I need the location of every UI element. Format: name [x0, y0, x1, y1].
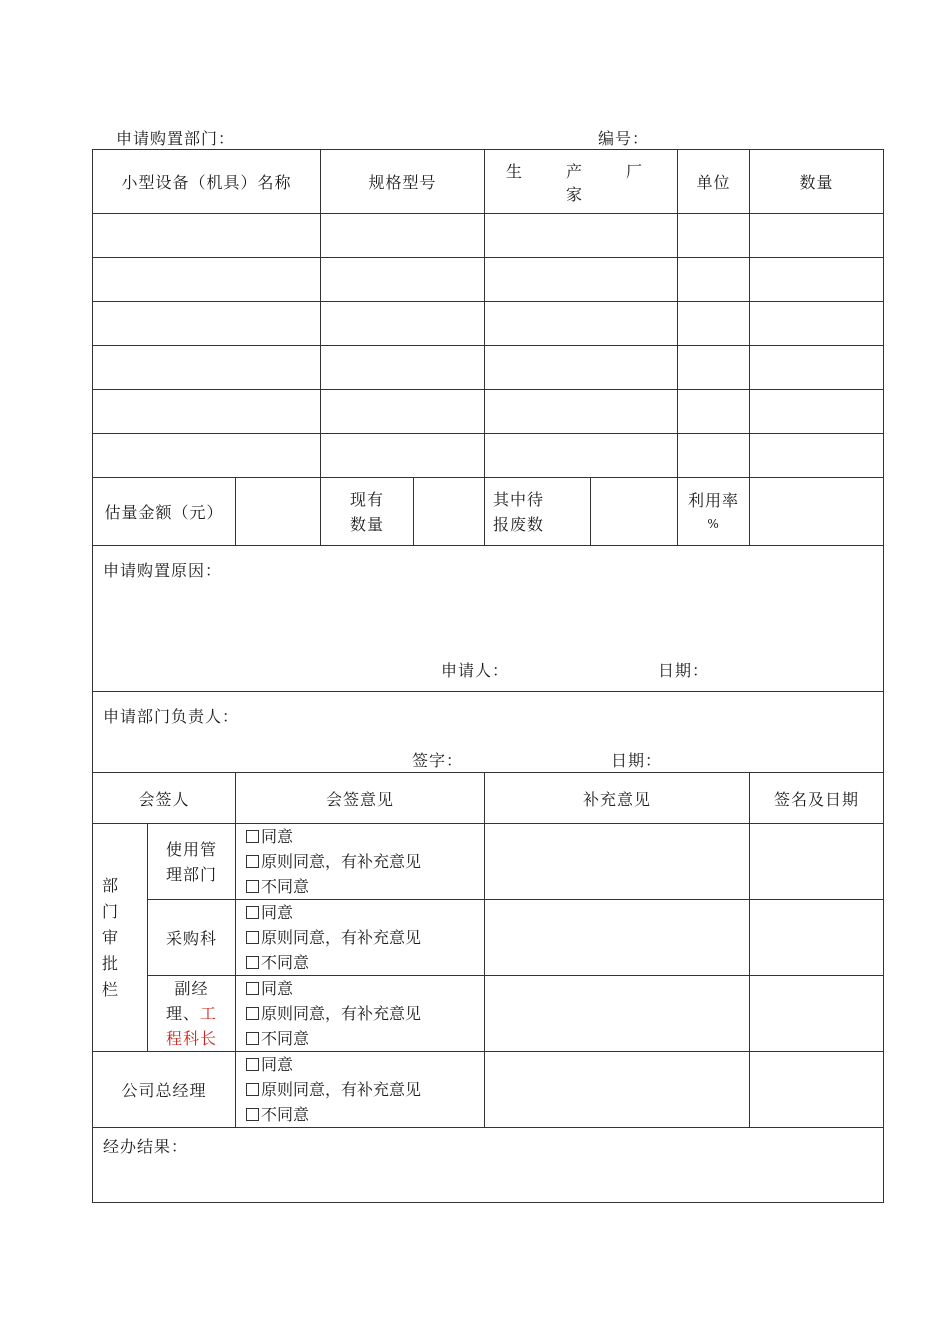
scrap-label-line-2: 报废数	[493, 514, 545, 534]
signer-purchasing: 采购科	[148, 900, 236, 976]
option-label: 同意	[261, 979, 294, 998]
opinion-options	[236, 976, 485, 1052]
col-header-model: 规格型号	[321, 150, 485, 214]
equipment-header-row	[93, 150, 884, 214]
quantity-cell[interactable]	[750, 434, 884, 478]
reason-field[interactable]	[93, 546, 884, 692]
signer-deputy-engineering	[148, 976, 236, 1052]
option-agree-with-comments[interactable]	[246, 925, 484, 950]
opinion-options	[236, 1052, 485, 1128]
option-label: 不同意	[261, 1105, 310, 1124]
option-agree[interactable]	[246, 976, 484, 1001]
unit-cell[interactable]	[678, 214, 750, 258]
name-cell[interactable]	[93, 346, 321, 390]
table-row	[93, 214, 884, 258]
checkbox-icon[interactable]	[246, 906, 259, 919]
existing-label-line-1: 现有	[350, 489, 385, 509]
utilization-cell[interactable]	[750, 478, 884, 546]
option-disagree[interactable]	[246, 1026, 484, 1051]
signer-usage-dept	[148, 824, 236, 900]
signer-general-manager: 公司总经理	[93, 1052, 236, 1128]
percent-sign: %	[707, 516, 720, 531]
countersign-header-row	[93, 773, 884, 824]
option-label: 同意	[261, 903, 294, 922]
countersigner-header: 会签人	[93, 773, 236, 824]
opinion-options	[236, 824, 485, 900]
option-agree[interactable]	[246, 1052, 484, 1077]
checkbox-icon[interactable]	[246, 931, 259, 944]
dept-head-date-label: 日期：	[611, 751, 663, 770]
option-agree-with-comments[interactable]	[246, 1077, 484, 1102]
unit-cell[interactable]	[678, 390, 750, 434]
manufacturer-cell[interactable]	[485, 302, 678, 346]
approval-row-deputy-manager	[93, 976, 884, 1052]
option-label: 不同意	[261, 953, 310, 972]
dept-head-row	[93, 692, 884, 773]
checkbox-icon[interactable]	[246, 956, 259, 969]
signature-date-cell[interactable]	[750, 1052, 884, 1128]
manufacturer-cell[interactable]	[485, 258, 678, 302]
col-header-name: 小型设备（机具）名称	[93, 150, 321, 214]
signer-line-1: 使用管	[165, 839, 217, 859]
checkbox-icon[interactable]	[246, 1007, 259, 1020]
unit-cell[interactable]	[678, 302, 750, 346]
supplementary-opinion-cell[interactable]	[485, 1052, 750, 1128]
option-agree[interactable]	[246, 824, 484, 849]
scrap-count-label	[485, 478, 591, 546]
checkbox-icon[interactable]	[246, 830, 259, 843]
serial-number-label: 编号：	[598, 129, 650, 148]
table-row	[93, 390, 884, 434]
option-disagree[interactable]	[246, 950, 484, 975]
option-label: 同意	[261, 827, 294, 846]
signature-date-cell[interactable]	[750, 900, 884, 976]
approval-row-usage-dept	[93, 824, 884, 900]
model-cell[interactable]	[321, 302, 485, 346]
result-label: 经办结果：	[103, 1137, 189, 1156]
supplementary-opinion-cell[interactable]	[485, 976, 750, 1052]
signer-text-highlight: 工	[200, 1004, 218, 1023]
name-cell[interactable]	[93, 434, 321, 478]
reason-row	[93, 546, 884, 692]
signer-line-2	[148, 1001, 235, 1026]
signature-date-header: 签名及日期	[750, 773, 884, 824]
manufacturer-cell[interactable]	[485, 434, 678, 478]
option-label: 原则同意，有补充意见	[261, 1004, 422, 1023]
option-label: 原则同意，有补充意见	[261, 1080, 422, 1099]
col-header-quantity: 数量	[750, 150, 884, 214]
dept-approval-group-label	[93, 824, 148, 1052]
summary-row	[93, 478, 884, 546]
table-row	[93, 258, 884, 302]
approval-row-purchasing	[93, 900, 884, 976]
quantity-cell[interactable]	[750, 302, 884, 346]
model-cell[interactable]	[321, 258, 485, 302]
approval-row-general-manager	[93, 1052, 884, 1128]
name-cell[interactable]	[93, 214, 321, 258]
checkbox-icon[interactable]	[246, 1032, 259, 1045]
model-cell[interactable]	[321, 346, 485, 390]
reason-date-label: 日期：	[658, 661, 710, 680]
checkbox-icon[interactable]	[246, 982, 259, 995]
checkbox-icon[interactable]	[246, 855, 259, 868]
scrap-count-cell[interactable]	[591, 478, 678, 546]
dept-head-field[interactable]	[93, 692, 884, 773]
utilization-label	[678, 478, 750, 546]
unit-cell[interactable]	[678, 346, 750, 390]
table-row	[93, 302, 884, 346]
table-row	[93, 434, 884, 478]
result-row	[93, 1128, 884, 1203]
option-disagree[interactable]	[246, 874, 484, 899]
unit-cell[interactable]	[678, 434, 750, 478]
col-header-manufacturer: 生 产 厂 家	[485, 150, 678, 214]
name-cell[interactable]	[93, 302, 321, 346]
supplementary-opinion-cell[interactable]	[485, 824, 750, 900]
scrap-label-line-1: 其中待	[493, 489, 545, 509]
option-label: 同意	[261, 1055, 294, 1074]
manufacturer-cell[interactable]	[485, 214, 678, 258]
result-field[interactable]	[93, 1128, 884, 1203]
model-cell[interactable]	[321, 390, 485, 434]
quantity-cell[interactable]	[750, 258, 884, 302]
option-label: 不同意	[261, 877, 310, 896]
countersign-opinion-header: 会签意见	[236, 773, 485, 824]
signature-date-cell[interactable]	[750, 824, 884, 900]
estimate-value-cell[interactable]	[236, 478, 321, 546]
quantity-cell[interactable]	[750, 214, 884, 258]
opinion-options	[236, 900, 485, 976]
quantity-cell[interactable]	[750, 390, 884, 434]
estimate-label: 估量金额（元）	[93, 478, 236, 546]
checkbox-icon[interactable]	[246, 880, 259, 893]
applicant-label: 申请人：	[441, 661, 510, 680]
reason-label: 申请购置原因：	[103, 561, 223, 580]
existing-quantity-cell[interactable]	[414, 478, 485, 546]
signature-date-cell[interactable]	[750, 976, 884, 1052]
dept-head-label: 申请部门负责人：	[103, 707, 240, 726]
signer-line-2: 理部门	[165, 864, 217, 884]
checkbox-icon[interactable]	[246, 1058, 259, 1071]
existing-quantity-label	[321, 478, 414, 546]
supplementary-opinion-cell[interactable]	[485, 900, 750, 976]
option-label: 不同意	[261, 1029, 310, 1048]
model-cell[interactable]	[321, 214, 485, 258]
option-agree-with-comments[interactable]	[246, 1001, 484, 1026]
option-disagree[interactable]	[246, 1102, 484, 1127]
name-cell[interactable]	[93, 258, 321, 302]
checkbox-icon[interactable]	[246, 1108, 259, 1121]
manufacturer-cell[interactable]	[485, 390, 678, 434]
department-label: 申请购置部门：	[116, 129, 236, 148]
supplementary-opinion-header: 补充意见	[485, 773, 750, 824]
utilization-label-text: 利用率	[688, 490, 740, 510]
group-label-line-3: 栏	[102, 979, 127, 999]
purchase-request-form	[92, 149, 884, 1203]
option-label: 原则同意，有补充意见	[261, 852, 422, 871]
group-label-line-2: 审 批	[102, 927, 127, 973]
signer-text: 理、	[165, 1004, 200, 1023]
sign-label: 签字：	[412, 751, 464, 770]
option-label: 原则同意，有补充意见	[261, 928, 422, 947]
signer-line-3: 程科长	[165, 1029, 217, 1048]
model-cell[interactable]	[321, 434, 485, 478]
existing-label-line-2: 数量	[350, 514, 385, 534]
col-header-unit: 单位	[678, 150, 750, 214]
name-cell[interactable]	[93, 390, 321, 434]
signer-line-1: 副经	[174, 979, 209, 998]
option-agree[interactable]	[246, 900, 484, 925]
unit-cell[interactable]	[678, 258, 750, 302]
table-row	[93, 346, 884, 390]
manufacturer-cell[interactable]	[485, 346, 678, 390]
quantity-cell[interactable]	[750, 346, 884, 390]
group-label-line-1: 部 门	[102, 875, 127, 921]
option-agree-with-comments[interactable]	[246, 849, 484, 874]
checkbox-icon[interactable]	[246, 1083, 259, 1096]
